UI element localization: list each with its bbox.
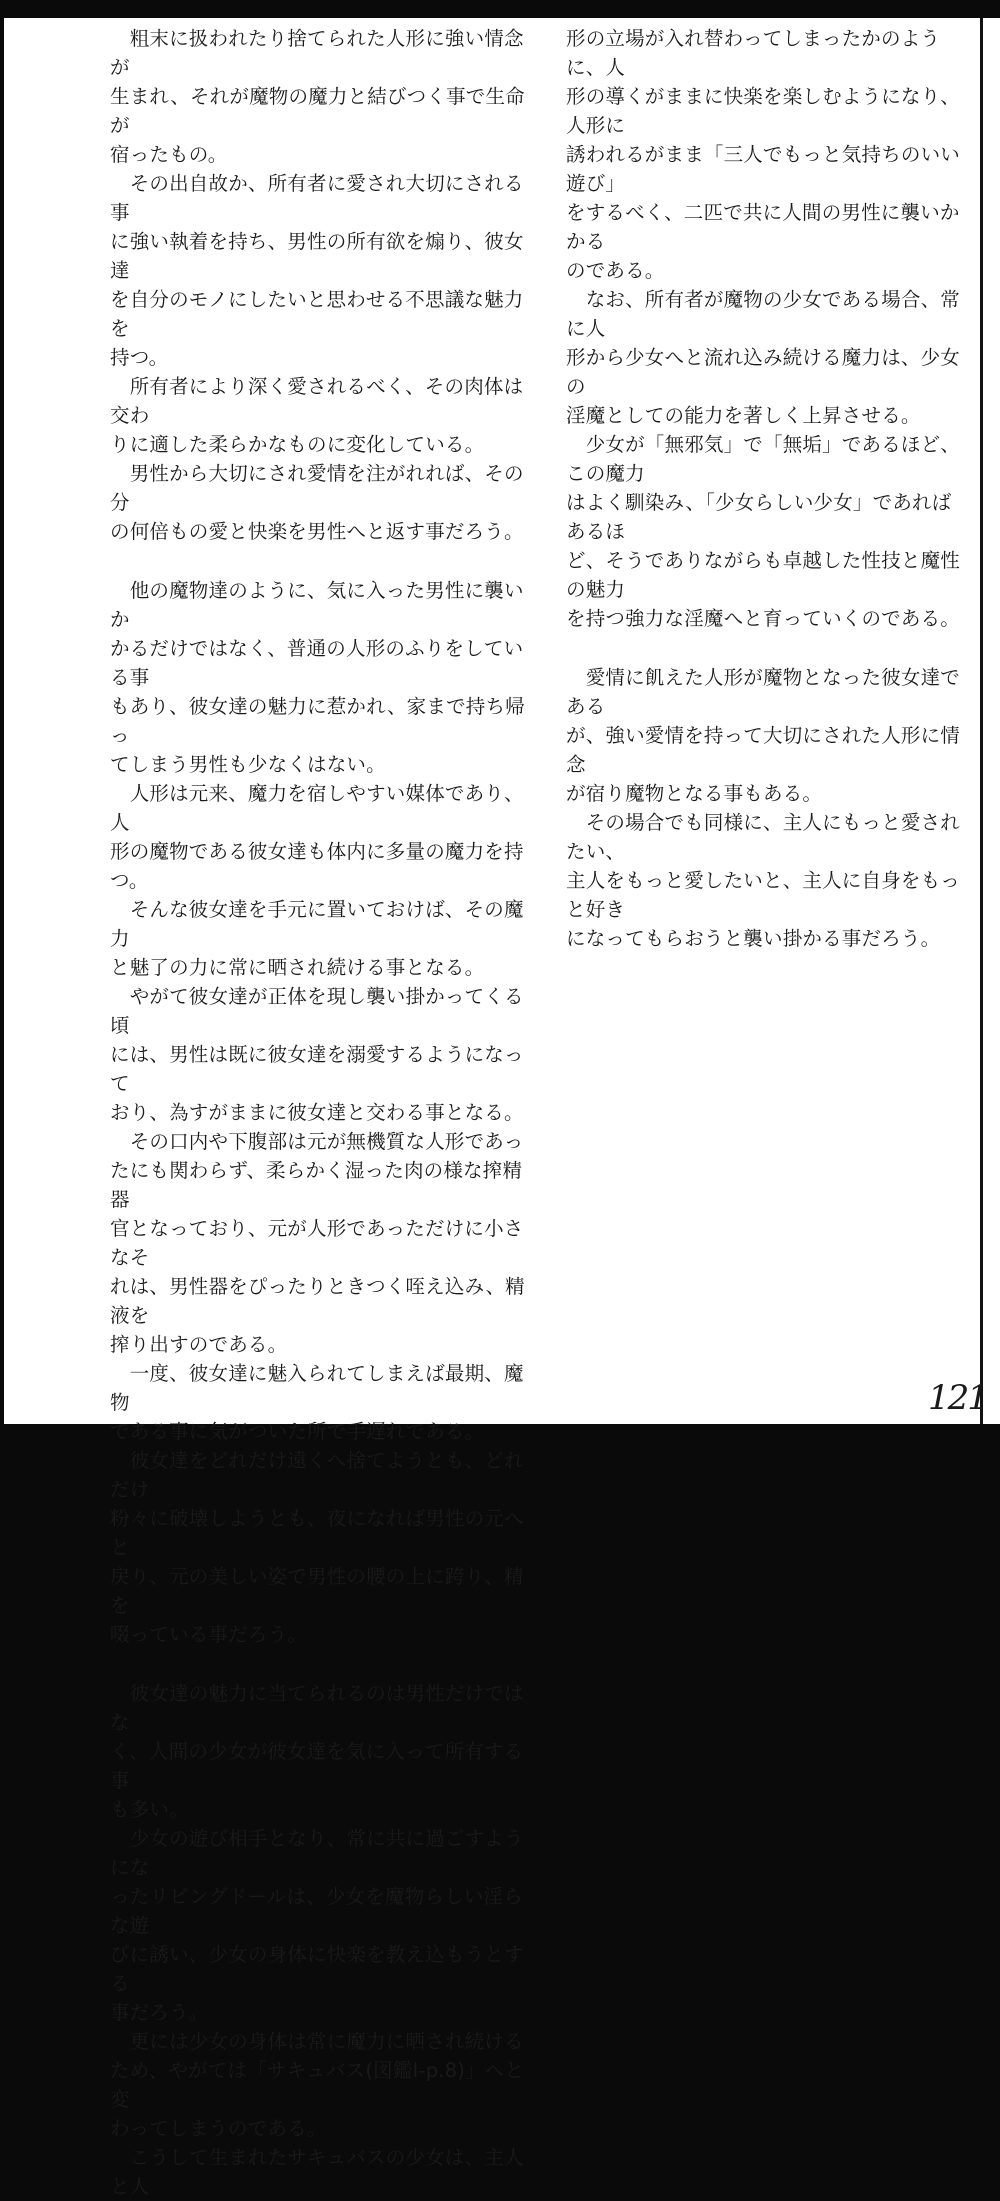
paragraph: 形の立場が入れ替わってしまったかのように、人 形の導くがままに快楽を楽しむようになり、人形に 誘われるがまま「三人でもっと気持ちのいい遊び」 をするべく、二匹で共に人間の男性に襲いかかる のである。 — [566, 27, 961, 282]
paragraph: 男性から大切にされ愛情を注がれれば、その分 の何倍もの愛と快楽を男性へと返す事だろう。 — [110, 462, 524, 543]
page-edge — [980, 18, 1000, 1424]
paragraph: 他の魔物達のように、気に入った男性に襲いか かるだけではなく、普通の人形のふりをしている事 もあり、彼女達の魅力に惹かれ、家まで持ち帰っ てしまう男性も少なくはない。 — [110, 579, 525, 776]
paragraph: 少女が「無邪気」で「無垢」であるほど、この魔力 はよく馴染み、「少女らしい少女」であればあるほ ど、そうでありながらも卓越した性技と魔性の魅力 を持つ強力な淫魔へと育っていくのである。 — [566, 433, 961, 630]
page-number: 121 — [928, 1378, 987, 1418]
paragraph-gap — [110, 1649, 530, 1679]
paragraph-gap — [566, 633, 966, 663]
paragraph: そんな彼女達を手元に置いておけば、その魔力 と魅了の力に常に晒され続ける事となる。 — [110, 898, 524, 979]
paragraph: 一度、彼女達に魅入られてしまえば最期、魔物 である事に気がついた所で手遅れである。 — [110, 1362, 524, 1443]
paragraph: その口内や下腹部は元が無機質な人形であっ たにも関わらず、柔らかく湿った肉の様な搾精器 官となっており、元が人形であっただけに小さなそ れは、男性器をぴったりときつく咥え込み、精液を 搾り出すのである。 — [110, 1130, 525, 1356]
paragraph: 粗末に扱われたり捨てられた人形に強い情念が 生まれ、それが魔物の魔力と結びつく事で生命が 宿ったもの。 — [110, 27, 525, 166]
paragraph: 彼女達をどれだけ遠くへ捨てようとも、どれだけ 粉々に破壊しようとも、夜になれば男性の元へと 戻り、元の美しい姿で男性の腰の上に跨り、精を 啜っている事だろう。 — [110, 1449, 524, 1646]
paragraph: 愛情に飢えた人形が魔物となった彼女達である が、強い愛情を持って大切にされた人形に情念 が宿り魔物となる事もある。 — [566, 666, 961, 805]
paragraph: こうして生まれたサキュバスの少女は、主人と人 — [110, 2146, 524, 2198]
right-text-column — [566, 24, 966, 953]
paragraph: 更には少女の身体は常に魔力に晒され続ける ため、やがては「サキュバス(図鑑Ⅰ-p.8)」へと変 わってしまうのである。 — [110, 2030, 525, 2140]
paragraph: その出自故か、所有者に愛され大切にされる事 に強い執着を持ち、男性の所有欲を煽り、彼女達 を自分のモノにしたいと思わせる不思議な魅力を 持つ。 — [110, 172, 524, 369]
paragraph-gap — [110, 546, 530, 576]
paragraph: やがて彼女達が正体を現し襲い掛かってくる頃 には、男性は既に彼女達を溺愛するようになって おり、為すがままに彼女達と交わる事となる。 — [110, 985, 524, 1124]
paragraph: 少女の遊び相手となり、常に共に過ごすようにな ったリビングドールは、少女を魔物らしい淫らな遊 びに誘い、少女の身体に快楽を教え込もうとする 事だろう。 — [110, 1827, 524, 2024]
left-text-column — [110, 24, 530, 2201]
paragraph: なお、所有者が魔物の少女である場合、常に人 形から少女へと流れ込み続ける魔力は、少女の 淫魔としての能力を著しく上昇させる。 — [566, 288, 961, 427]
paragraph: 人形は元来、魔力を宿しやすい媒体であり、人 形の魔物である彼女達も体内に多量の魔力を持 つ。 — [110, 782, 524, 892]
paragraph: 彼女達の魅力に当てられるのは男性だけではな く、人間の少女が彼女達を気に入って所有する事 も多い。 — [110, 1682, 524, 1821]
paragraph: 所有者により深く愛されるべく、その肉体は交わ りに適した柔らかなものに変化している。 — [110, 375, 524, 456]
paragraph: その場合でも同様に、主人にもっと愛されたい、 主人をもっと愛したいと、主人に自身をもっと好き になってもらおうと襲い掛かる事だろう。 — [566, 811, 961, 950]
